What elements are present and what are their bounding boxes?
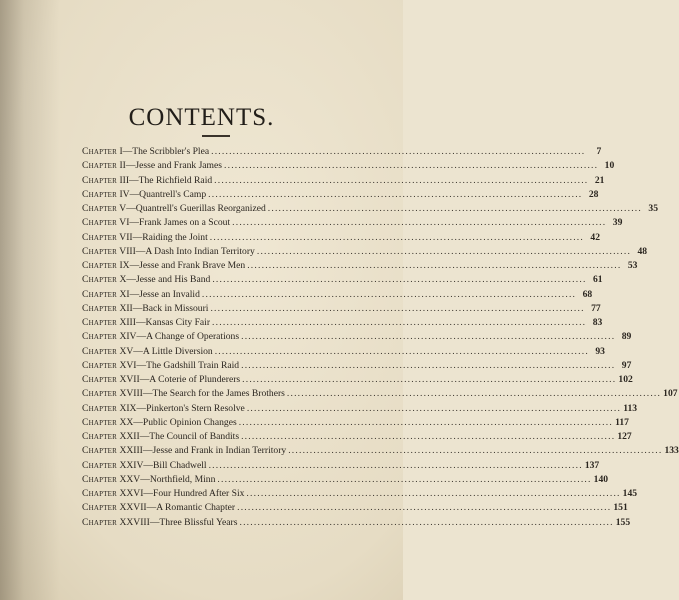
chapter-word: Chapter <box>82 502 118 514</box>
page-number: 89 <box>621 331 632 343</box>
dot-leader <box>288 445 662 456</box>
dot-leader <box>212 274 586 285</box>
contents-entry <box>82 331 632 345</box>
dot-leader <box>208 189 582 200</box>
contents-entry <box>82 188 599 203</box>
entry-label <box>82 488 244 499</box>
dot-leader <box>247 403 621 414</box>
chapter-title: The Richfield Raid <box>138 174 213 186</box>
dot-leader <box>239 417 613 428</box>
chapter-dash: — <box>129 288 140 300</box>
contents-entry <box>82 345 605 360</box>
chapter-dash: — <box>133 416 143 428</box>
contents-entry <box>82 203 659 217</box>
chapter-word: Chapter <box>82 445 118 457</box>
entry-label <box>82 260 245 271</box>
entry-label <box>82 274 210 285</box>
chapter-dash: — <box>126 274 136 286</box>
dot-leader <box>224 160 598 171</box>
chapter-dash: — <box>129 188 140 200</box>
dot-leader <box>237 502 611 513</box>
entry-label <box>82 331 239 342</box>
entry-label <box>82 474 215 485</box>
page-number: 21 <box>594 174 605 186</box>
dot-leader <box>241 360 615 371</box>
chapter-dash: — <box>140 473 150 485</box>
chapter-word: Chapter <box>82 488 118 499</box>
entry-label <box>82 403 245 414</box>
dot-leader <box>232 217 606 228</box>
entry-label <box>82 189 206 200</box>
chapter-title: The Scribbler's Plea <box>132 146 210 157</box>
entry-label <box>82 217 230 228</box>
contents-entry <box>82 502 628 516</box>
contents-entry <box>82 245 648 260</box>
spine-shadow <box>0 0 60 600</box>
chapter-number: VIII <box>119 245 136 257</box>
chapter-dash: — <box>142 445 153 457</box>
entry-label <box>82 445 286 456</box>
chapter-title: Quantrell's Guerillas Reorganized <box>135 203 266 214</box>
chapter-title: A Coterie of Plunderers <box>149 374 241 385</box>
contents-entry <box>82 516 631 531</box>
chapter-number: XII <box>119 302 133 314</box>
chapter-dash: — <box>149 516 160 528</box>
dot-leader <box>268 203 642 214</box>
chapter-title: Raiding the Joint <box>142 231 208 243</box>
chapter-title: Three Blissful Years <box>159 516 238 528</box>
chapter-number: XXIII <box>119 445 143 457</box>
contents-entry <box>82 174 605 189</box>
contents-entry <box>82 160 615 174</box>
page-number: 155 <box>615 516 631 528</box>
chapter-dash: — <box>139 374 150 385</box>
chapter-word: Chapter <box>82 231 118 243</box>
chapter-number: XXVIII <box>119 516 150 528</box>
chapter-number: XV <box>119 345 134 357</box>
dot-leader <box>214 175 588 186</box>
chapter-title: Four Hundred After Six <box>153 488 245 499</box>
chapter-number: IX <box>119 260 130 271</box>
chapter-title: A Change of Operations <box>146 331 240 343</box>
chapter-title: A Romantic Chapter <box>156 502 236 514</box>
entry-label <box>82 360 239 371</box>
page-number: 42 <box>590 231 600 243</box>
chapter-dash: — <box>136 402 147 414</box>
chapter-number: XIII <box>119 317 136 328</box>
chapter-dash: — <box>143 459 154 471</box>
chapter-title: The Gadshill Train Raid <box>146 359 240 371</box>
chapter-number: VI <box>119 217 130 229</box>
chapter-word: Chapter <box>82 245 118 257</box>
chapter-dash: — <box>135 317 146 328</box>
title-rule <box>202 135 230 137</box>
chapter-word: Chapter <box>82 288 118 300</box>
dot-leader <box>215 346 589 357</box>
chapter-dash: — <box>129 260 140 271</box>
chapter-number: XIX <box>119 402 137 414</box>
contents-entry <box>82 231 600 246</box>
chapter-title: Public Opinion Changes <box>142 416 237 428</box>
chapter-title: Frank James on a Scout <box>138 217 231 229</box>
chapter-word: Chapter <box>82 431 118 442</box>
chapter-dash: — <box>139 431 150 442</box>
contents-entry <box>82 374 633 388</box>
chapter-dash: — <box>125 160 136 172</box>
dot-leader <box>210 303 584 314</box>
dot-leader <box>247 260 621 271</box>
contents-entry <box>82 317 603 331</box>
chapter-number: IV <box>119 188 130 200</box>
entry-label <box>82 431 239 442</box>
chapter-number: XXIV <box>119 459 144 471</box>
page-number: 7 <box>596 146 602 157</box>
chapter-title: A Dash Into Indian Territory <box>145 245 255 257</box>
dot-leader <box>211 146 585 157</box>
chapter-word: Chapter <box>82 260 118 271</box>
entry-label <box>82 502 235 513</box>
dot-leader <box>209 460 583 471</box>
chapter-number: I <box>119 146 123 157</box>
dot-leader <box>239 517 613 528</box>
chapter-dash: — <box>133 345 143 357</box>
chapter-title: Jesse and Frank James <box>135 160 223 172</box>
page-number: 133 <box>664 445 679 457</box>
chapter-title: Jesse and Frank in Indian Territory <box>152 445 287 457</box>
contents-entry <box>82 416 629 431</box>
chapter-dash: — <box>132 302 143 314</box>
chapter-word: Chapter <box>82 302 118 314</box>
chapter-word: Chapter <box>82 274 118 286</box>
chapter-word: Chapter <box>82 359 118 371</box>
contents-entry <box>82 302 601 317</box>
contents-entry <box>82 288 593 303</box>
chapter-number: XVIII <box>119 388 143 400</box>
contents-entry <box>82 274 603 288</box>
page-number: 140 <box>593 473 609 485</box>
page-number: 97 <box>621 359 632 371</box>
page-title: CONTENTS. <box>128 104 275 131</box>
chapter-word: Chapter <box>82 160 118 172</box>
page-number: 113 <box>623 402 638 414</box>
chapter-number: X <box>119 274 127 286</box>
chapter-title: Northfield, Minn <box>149 473 216 485</box>
dot-leader <box>241 331 615 342</box>
page-number: 145 <box>622 488 638 499</box>
chapter-word: Chapter <box>82 402 118 414</box>
dot-leader <box>242 374 616 385</box>
entry-label <box>82 374 240 385</box>
chapter-number: III <box>119 174 130 186</box>
chapter-title: Jesse and His Band <box>135 274 211 286</box>
chapter-title: Pinkerton's Stern Resolve <box>146 402 245 414</box>
entry-label <box>82 346 213 357</box>
chapter-dash: — <box>126 203 136 214</box>
page-number: 39 <box>612 217 623 229</box>
contents-entry <box>82 488 638 502</box>
chapter-number: VII <box>119 231 133 243</box>
contents-entry <box>82 402 638 417</box>
chapter-title: Kansas City Fair <box>145 317 211 328</box>
entry-label <box>82 303 208 314</box>
dot-leader <box>212 317 586 328</box>
page-number: 53 <box>627 260 638 271</box>
chapter-word: Chapter <box>82 473 118 485</box>
page-number: 151 <box>613 502 628 514</box>
contents-entry <box>82 359 632 374</box>
page-number: 10 <box>604 160 615 172</box>
dot-leader <box>217 474 591 485</box>
chapter-number: XXVI <box>119 488 144 499</box>
chapter-word: Chapter <box>82 331 118 343</box>
contents-entry <box>82 445 679 459</box>
chapter-dash: — <box>143 488 154 499</box>
contents-entry <box>82 146 602 160</box>
chapter-number: XXV <box>119 473 141 485</box>
entry-label <box>82 175 212 186</box>
chapter-title: Jesse and Frank Brave Men <box>139 260 246 271</box>
entry-label <box>82 203 266 214</box>
chapter-word: Chapter <box>82 217 118 229</box>
chapter-dash: — <box>132 231 143 243</box>
chapter-dash: — <box>136 331 147 343</box>
contents-entry <box>82 260 638 274</box>
chapter-number: XVI <box>119 359 137 371</box>
chapter-title: Bill Chadwell <box>153 459 207 471</box>
chapter-dash: — <box>122 146 133 157</box>
entry-label <box>82 517 237 528</box>
dot-leader <box>210 232 584 243</box>
chapter-number: XX <box>119 416 134 428</box>
contents-list <box>82 146 679 531</box>
contents-entry <box>82 431 632 445</box>
chapter-word: Chapter <box>82 345 118 357</box>
dot-leader <box>241 431 615 442</box>
contents-entry <box>82 473 609 488</box>
entry-label <box>82 232 208 243</box>
chapter-number: XI <box>119 288 130 300</box>
dot-leader <box>287 388 661 399</box>
chapter-number: XVII <box>119 374 140 385</box>
chapter-number: V <box>119 203 127 214</box>
entry-label <box>82 246 255 257</box>
page-number: 61 <box>592 274 603 286</box>
chapter-word: Chapter <box>82 388 118 400</box>
page-number: 83 <box>592 317 603 328</box>
entry-label <box>82 460 207 471</box>
chapter-word: Chapter <box>82 203 118 214</box>
chapter-number: XXII <box>119 431 140 442</box>
contents-entry <box>82 217 623 231</box>
chapter-number: XXVII <box>119 502 147 514</box>
chapter-word: Chapter <box>82 146 118 157</box>
page-number: 28 <box>588 188 599 200</box>
chapter-number: XIV <box>119 331 137 343</box>
chapter-title: The Search for the James Brothers <box>152 388 285 400</box>
page-number: 117 <box>615 416 629 428</box>
entry-label <box>82 317 210 328</box>
page-number: 107 <box>663 388 678 400</box>
entry-label <box>82 160 222 171</box>
page-number: 102 <box>618 374 633 385</box>
chapter-dash: — <box>135 245 146 257</box>
page-number: 48 <box>637 245 648 257</box>
chapter-title: A Little Diversion <box>142 345 213 357</box>
entry-label <box>82 146 209 157</box>
chapter-dash: — <box>142 388 153 400</box>
chapter-word: Chapter <box>82 374 118 385</box>
page-number: 127 <box>617 431 632 442</box>
entry-label <box>82 417 237 428</box>
page-number: 35 <box>648 203 659 214</box>
dot-leader <box>202 289 576 300</box>
chapter-number: II <box>119 160 126 172</box>
contents-entry <box>82 459 600 474</box>
entry-label <box>82 388 285 399</box>
chapter-title: Back in Missouri <box>142 302 209 314</box>
chapter-title: Jesse an Invalid <box>139 288 200 300</box>
page-number: 77 <box>591 302 601 314</box>
chapter-word: Chapter <box>82 317 118 328</box>
chapter-word: Chapter <box>82 174 118 186</box>
contents-entry <box>82 388 678 402</box>
chapter-word: Chapter <box>82 416 118 428</box>
chapter-dash: — <box>136 359 147 371</box>
entry-label <box>82 289 200 300</box>
dot-leader <box>246 488 620 499</box>
chapter-word: Chapter <box>82 516 118 528</box>
chapter-title: The Council of Bandits <box>149 431 240 442</box>
chapter-title: Quantrell's Camp <box>139 188 207 200</box>
page-number: 137 <box>584 459 600 471</box>
chapter-dash: — <box>129 174 139 186</box>
chapter-dash: — <box>129 217 139 229</box>
chapter-word: Chapter <box>82 459 118 471</box>
page-number: 68 <box>582 288 593 300</box>
page-number: 93 <box>595 345 605 357</box>
chapter-dash: — <box>146 502 157 514</box>
dot-leader <box>257 246 631 257</box>
chapter-word: Chapter <box>82 188 118 200</box>
